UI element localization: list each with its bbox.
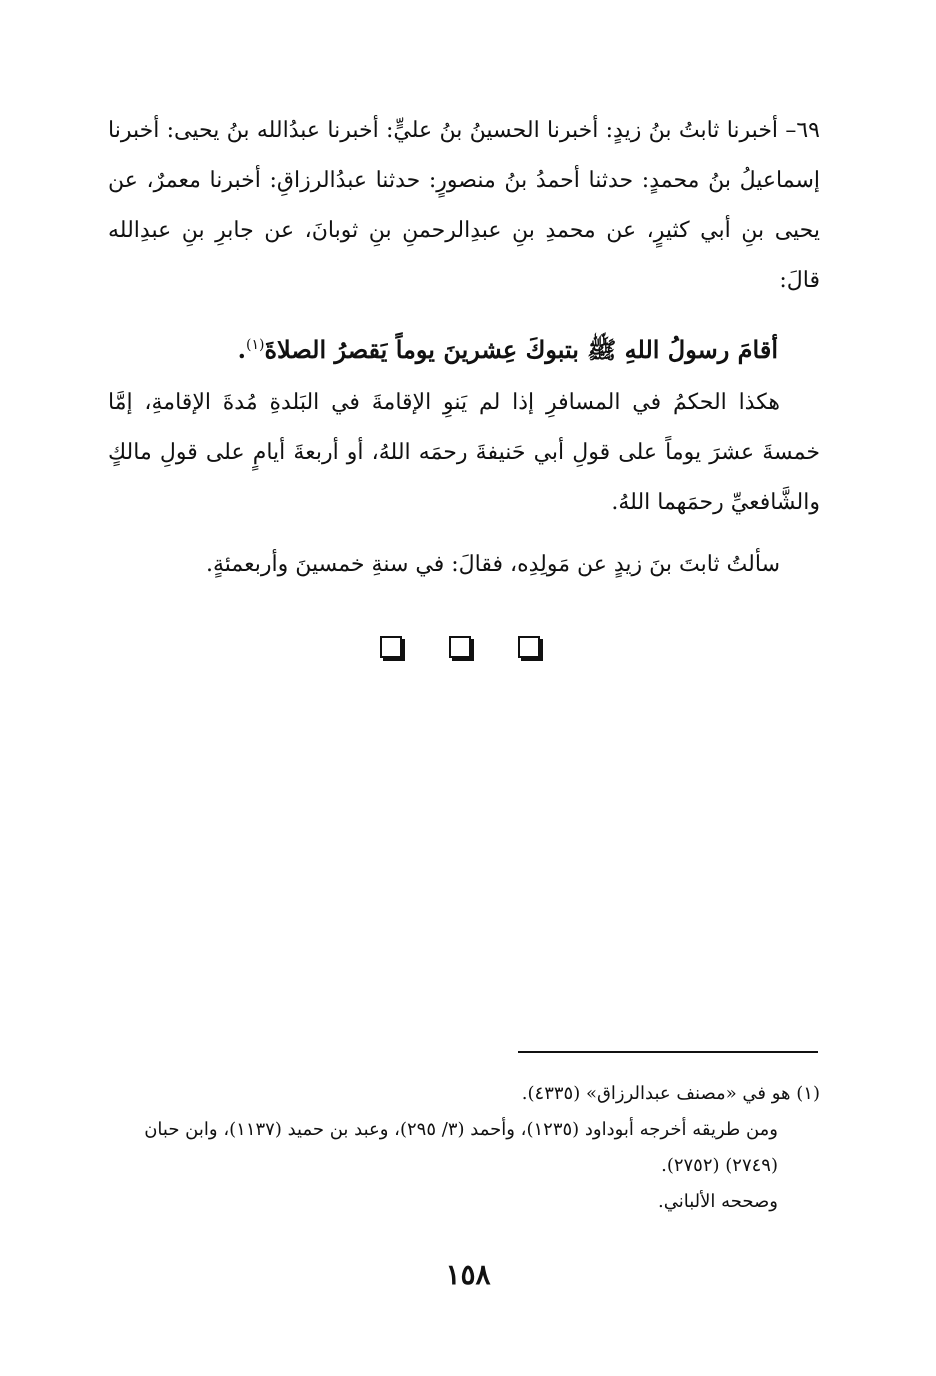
footnotes [108, 1076, 820, 1220]
page-number: ١٥٨ [445, 1258, 491, 1291]
footnote-line: وصححه الألباني. [658, 1191, 778, 1212]
footnote-separator [518, 1051, 818, 1053]
hadith-text [108, 320, 778, 375]
footnote-line: ومن طريقه أخرجه أبوداود (١٢٣٥)، وأحمد (٣/ ٢٩٥)، وعبد بن حميد (١١٣٧)، وابن حبان (٢٧٤٩) (٢٧٥٢). [144, 1119, 778, 1176]
square-ornament-icon [518, 636, 540, 658]
square-ornament-icon [449, 636, 471, 658]
hadith-end-mark: . [237, 335, 246, 364]
commentary-paragraph: هكذا الحكمُ في المسافرِ إذا لم يَنوِ الإقامةَ في البَلدةِ مُدةَ الإقامةِ، إمَّا خمسةَ عشرَ يوماً على قولِ أبي حَنيفةَ رحمَه اللهُ، أو أربعةَ أيامٍ على قولِ مالكٍ والشَّافعيِّ رحمَهما اللهُ. [108, 390, 820, 515]
footnote-line: (١) هو في «مصنف عبدالرزاق» (٤٣٣٥). [521, 1083, 820, 1104]
birth-date-paragraph: سألتُ ثابتَ بنَ زيدٍ عن مَولِدِه، فقالَ: في سنةِ خمسينَ وأربعمئةٍ. [205, 552, 780, 577]
hadith-matn: أقامَ رسولُ اللهِ ﷺ بتبوكَ عِشرينَ يوماً يَقصرُ الصلاةَ [264, 335, 778, 364]
square-ornament-icon [380, 636, 402, 658]
hadith-chain-paragraph: ٦٩– أخبرنا ثابتُ بنُ زيدٍ: أخبرنا الحسينُ بنُ عليٍّ: أخبرنا عبدُالله بنُ يحيى: أخبرنا إسماعيلُ بنُ محمدٍ: حدثنا أحمدُ بنُ منصورٍ: حدثنا عبدُالرزاقِ: أخبرنا معمرٌ، عن يحيى بنِ أبي كثيرٍ، عن محمدِ بنِ عبدِالرحمنِ بنِ ثوبانَ، عن جابرِ بنِ عبدِالله قالَ: [108, 118, 821, 293]
footnote-ref: (١) [245, 337, 265, 353]
section-divider [380, 636, 540, 666]
